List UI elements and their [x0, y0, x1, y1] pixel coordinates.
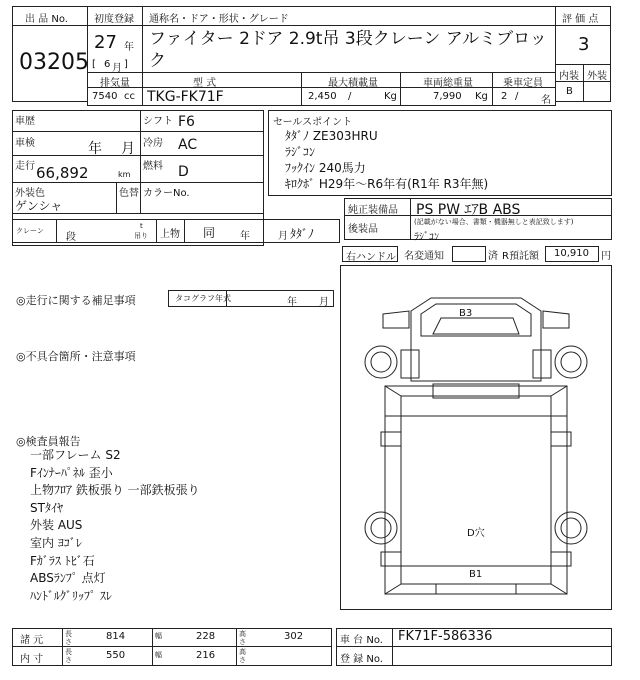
std-equipment-label: 純正装備品 [348, 205, 398, 216]
inspector-line: Fｲﾝﾅｰﾊﾟﾈﾙ 歪小 [30, 465, 113, 480]
interior-label-cell [555, 64, 584, 82]
truck-diagram [341, 266, 611, 609]
damage-mark: B1 [469, 569, 483, 580]
crane-label: クレーン [16, 227, 44, 235]
first-reg-year: 27 [94, 32, 117, 53]
inspector-line: ABSﾗﾝﾌﾟ 点灯 [30, 571, 106, 586]
inner-width: 216 [196, 650, 216, 661]
recycle-mark: 済 [488, 251, 498, 262]
sales-point-line: ﾗｼﾞｺﾝ [285, 145, 316, 159]
inspector-report-label: ◎検査員報告 [16, 435, 81, 448]
capacity-unit: 名 [541, 95, 551, 106]
inspector-line: STﾀｲﾔ [30, 500, 63, 515]
gross-cell [400, 87, 493, 106]
mileage-unit: km [118, 170, 131, 179]
capacity-value: 2 [501, 91, 508, 102]
after-equipment-value: ﾗｼﾞｺﾝ [414, 232, 439, 243]
handle-cell [342, 246, 398, 262]
fuel-value: D [178, 164, 189, 180]
lot-number-cell [12, 25, 88, 102]
recycle-amount-cell [545, 246, 599, 262]
exterior-grade-cell [583, 81, 611, 102]
displacement-cell [87, 87, 143, 106]
interior-grade: B [566, 86, 573, 97]
recycle-amount: 10,910 [554, 248, 589, 259]
gross-unit: Kg [475, 91, 488, 102]
sales-point-line: ﾀﾀﾞﾉ ZE303HRU [285, 129, 378, 143]
model-label: 型 式 [193, 78, 217, 89]
sales-points-label: セールスポイント [273, 117, 353, 128]
chassis-value: FK71F-586336 [398, 629, 493, 644]
inspection-label: 車検 [15, 138, 35, 149]
crane-t-unit: t [140, 222, 143, 230]
grade-label: 評 価 点 [562, 14, 599, 25]
vehicle-name-cell [142, 25, 556, 73]
crane-upper-label: 上物 [160, 229, 180, 240]
color-change-label: 色替 [119, 188, 139, 199]
sales-points-box [268, 110, 612, 196]
shift-label: シフト [143, 116, 173, 127]
model-value: TKG-FK71F [147, 89, 224, 105]
lot-label-cell [12, 6, 88, 26]
ac-label: 冷房 [143, 138, 163, 149]
crane-month-unit: 月 [278, 231, 288, 242]
exterior-label: 外装 [587, 71, 607, 82]
month-bracket: [ [92, 59, 96, 70]
change-notice-label: 名変通知 [404, 251, 444, 262]
lot-number: 03205 [19, 50, 89, 75]
max-load-cell [301, 87, 401, 106]
after-equipment-label: 後装品 [348, 224, 378, 235]
first-reg-label-cell [87, 6, 143, 26]
outer-height: 302 [284, 631, 304, 642]
inspector-lines [30, 447, 200, 605]
displacement-label: 排気量 [100, 78, 130, 89]
exterior-label-cell [583, 64, 611, 82]
capacity-sep: / [515, 91, 519, 102]
capacity-cell [492, 87, 556, 106]
first-reg-cell [87, 25, 143, 73]
sales-point-line: ﾌｯｸｲﾝ 240馬力 [285, 161, 366, 175]
height-label: 高さ [239, 648, 246, 664]
truck-diagram-frame [340, 265, 612, 610]
ac-value: AC [178, 137, 198, 153]
interior-label: 内装 [559, 71, 579, 82]
damage-mark: B3 [459, 308, 473, 319]
max-load-unit: Kg [384, 91, 397, 102]
ext-color-label: 外装色 [15, 188, 45, 199]
model-label-cell [142, 72, 302, 88]
color-no-label: カラーNo. [143, 188, 190, 199]
displacement-label-cell [87, 72, 143, 88]
grade-cell [555, 25, 611, 65]
tacho-year-unit: 年 [287, 297, 297, 308]
max-load-label: 最大積載量 [328, 78, 378, 89]
max-load-value: 2,450 [308, 91, 337, 102]
driving-notes-label: ◎走行に関する補足事項 [16, 294, 136, 307]
length-label: 長さ [65, 630, 72, 646]
inner-length: 550 [106, 650, 126, 661]
max-load-label-cell [301, 72, 401, 88]
shift-value: F6 [178, 114, 195, 130]
after-equipment-note: (記載がない場合、書類・機器無しと表記致します) [414, 218, 574, 226]
width-label: 幅 [155, 632, 162, 640]
name-label-cell [142, 6, 556, 26]
inspector-line: 室内 ﾖｺﾞﾚ [30, 535, 82, 550]
damage-mark: D穴 [467, 528, 485, 539]
inspector-line: 一部フレーム S2 [30, 448, 121, 462]
gross-value: 7,990 [433, 91, 462, 102]
handle-value: 右ハンドル [346, 252, 396, 263]
first-reg-month: 6 [104, 59, 111, 70]
year-unit: 年 [124, 42, 134, 53]
inspector-line: 上物ﾌﾛｱ 鉄板張り 一部鉄板張り [30, 483, 200, 498]
max-load-sep: / [348, 91, 352, 102]
capacity-label-cell [492, 72, 556, 88]
sales-point-line: ｷﾛｸﾎﾞ H29年～R6年有(R1年 R3年無) [285, 177, 489, 191]
first-reg-label: 初度登録 [94, 14, 134, 25]
outer-width: 228 [196, 631, 216, 642]
grade-value: 3 [578, 34, 590, 55]
inspection-year-unit: 年 [88, 141, 102, 157]
month-bracket-close: ] [124, 59, 128, 70]
change-notice-cell [452, 246, 486, 262]
crane-year-unit: 年 [240, 231, 250, 242]
crane-stage-unit: 段 [66, 232, 76, 243]
fuel-label: 燃料 [143, 161, 163, 172]
recycle-unit: 円 [601, 251, 611, 262]
inspector-line: ﾊﾝﾄﾞﾙｸﾞﾘｯﾌﾟ ｽﾚ [30, 588, 112, 603]
mileage-label: 走行 [15, 161, 35, 172]
grade-label-cell [555, 6, 611, 26]
recycle-label: R預託額 [502, 251, 539, 262]
crane-same: 同 [203, 226, 216, 240]
tacho-label: タコグラフ年式 [175, 294, 231, 303]
gross-label: 車両総重量 [423, 78, 473, 89]
crane-hang-unit: 吊り [134, 232, 148, 240]
inspector-line: 外装 AUS [30, 518, 83, 533]
ext-color-value: ゲンシャ [15, 199, 63, 213]
interior-grade-cell [555, 81, 584, 102]
outer-length: 814 [106, 631, 126, 642]
length-label: 長さ [65, 648, 72, 664]
inner-dim-label: 内 寸 [20, 654, 44, 665]
defects-label: ◎不具合箇所・注意事項 [16, 350, 136, 363]
width-label: 幅 [155, 651, 162, 659]
tacho-month-unit: 月 [319, 297, 329, 308]
mileage-value: 66,892 [36, 164, 89, 182]
gross-label-cell [400, 72, 493, 88]
height-label: 高さ [239, 630, 246, 646]
crane-maker: ﾀﾀﾞﾉ [290, 227, 315, 241]
vehicle-name: ファイター 2ドア 2.9t吊 3段クレーン アルミブロック [149, 29, 547, 71]
tacho-cell [168, 290, 334, 307]
inspection-month-unit: 月 [121, 141, 135, 157]
month-unit: 月 [112, 63, 122, 74]
std-equipment-value: PS PW ｴｱB ABS [416, 202, 521, 218]
lot-label: 出 品 No. [25, 14, 68, 25]
inspector-line: Fｶﾞﾗｽ ﾄﾋﾞ石 [30, 553, 95, 568]
displacement-value: 7540 [92, 91, 118, 102]
capacity-label: 乗車定員 [503, 78, 543, 89]
outer-dim-label: 諸 元 [20, 635, 44, 646]
reg-label: 登 録 No. [340, 654, 383, 665]
model-cell [142, 87, 302, 106]
history-label: 車歴 [15, 116, 35, 127]
chassis-label: 車 台 No. [340, 635, 383, 646]
displacement-unit: cc [124, 91, 135, 102]
name-label: 通称名・ドア・形状・グレード [149, 14, 289, 25]
